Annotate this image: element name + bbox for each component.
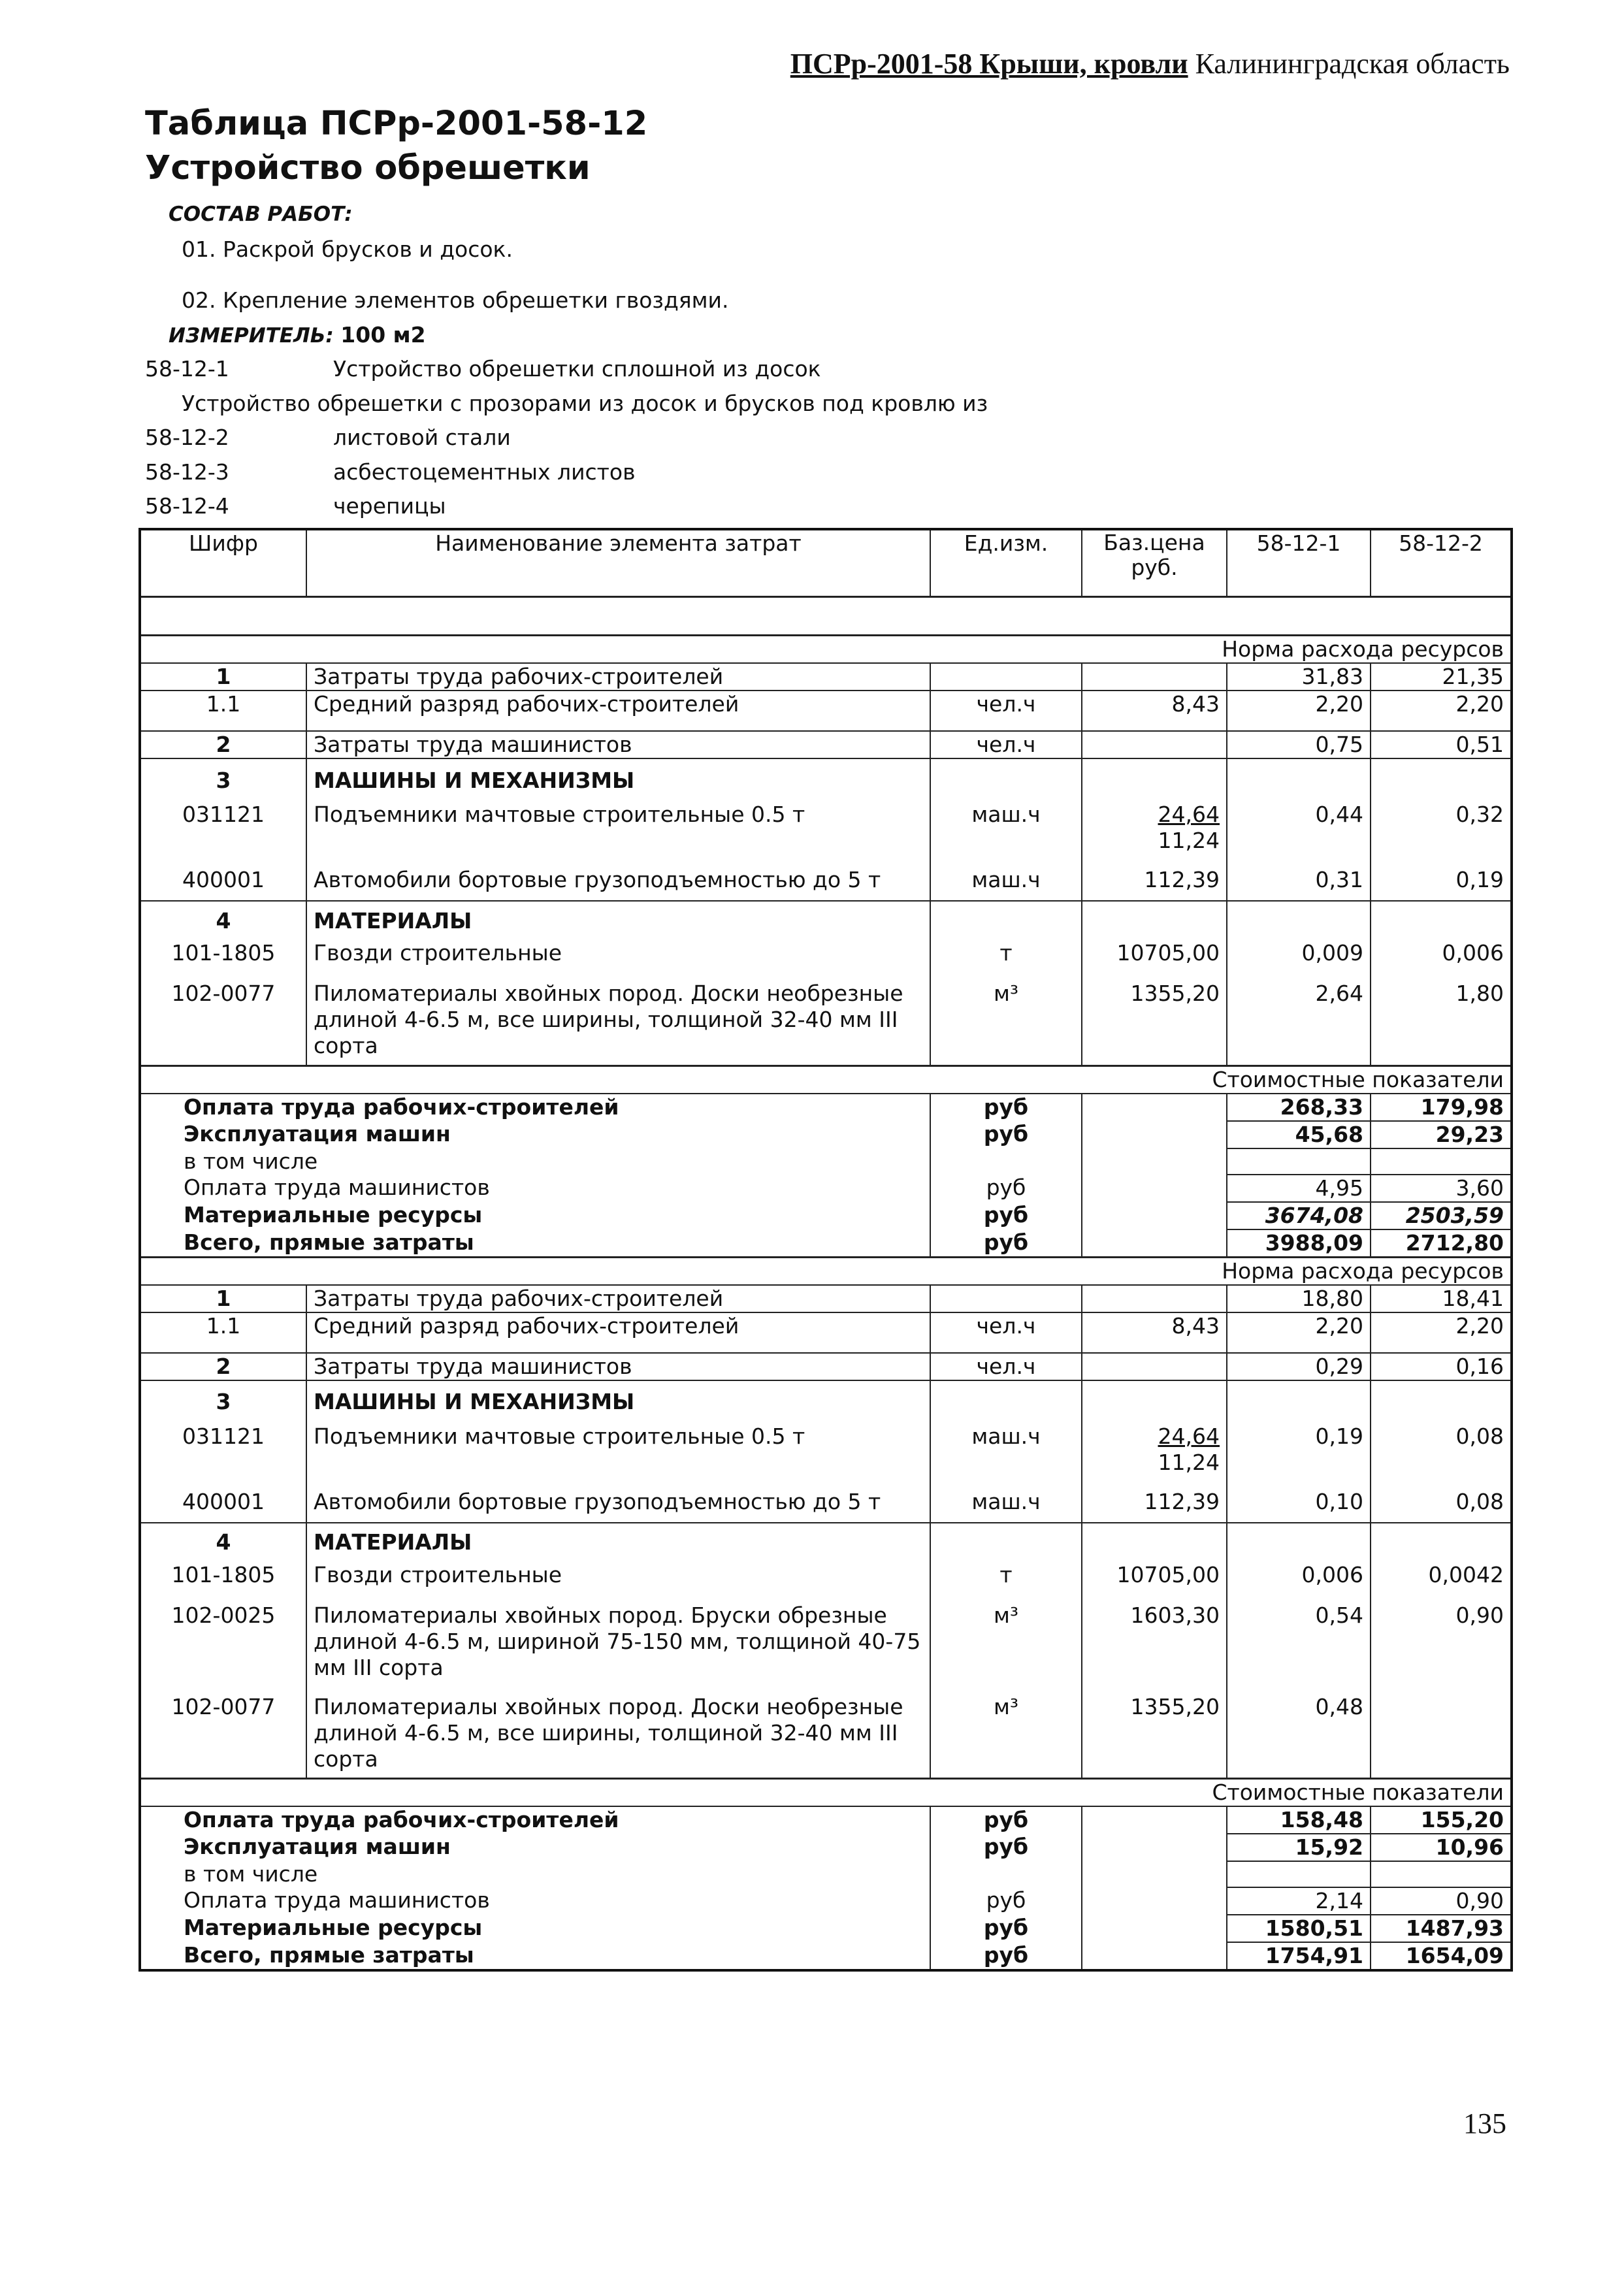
table-row: 2 Затраты труда машинистов чел.ч 0,75 0,51: [140, 731, 1512, 758]
cost-row: Всего, прямые затраты руб 1754,91 1654,09: [140, 1942, 1512, 1970]
header-shifr: Шифр: [140, 529, 306, 597]
header-name: Наименование элемента затрат: [306, 529, 930, 597]
table-row: 3 МАШИНЫ И МЕХАНИЗМЫ: [140, 1380, 1512, 1423]
cost-row: Эксплуатация машин руб 15,92 10,96: [140, 1834, 1512, 1861]
table-row: 031121 Подъемники мачтовые строительные 0.5 т маш.ч 24,64 11,24 0,19 0,08: [140, 1423, 1512, 1489]
header-price: Баз.цена руб.: [1082, 529, 1227, 597]
cost-block-1: [140, 1094, 1512, 1258]
table-row: 1 Затраты труда рабочих-строителей 18,80 18,41: [140, 1285, 1512, 1312]
cost-header-row: Стоимостные показатели: [140, 1779, 1512, 1807]
norm-header-row: Норма расхода ресурсов: [140, 1257, 1512, 1285]
code-desc: листовой стали: [333, 425, 511, 450]
table-subtitle: Устройство обрешетки: [145, 149, 591, 187]
header-col2: 58-12-2: [1371, 529, 1512, 597]
sostav-label: СОСТАВ РАБОТ:: [169, 203, 353, 226]
sostav-item: 01. Раскрой брусков и досок.: [182, 236, 513, 262]
table-row: 3 МАШИНЫ И МЕХАНИЗМЫ: [140, 758, 1512, 802]
code-desc: черепицы: [333, 493, 446, 519]
code-desc: асбестоцементных листов: [333, 459, 636, 485]
table-row: 102-0025 Пиломатериалы хвойных пород. Бруски обрезные длиной 4-6.5 м, шириной 75-150 мм, толщиной 40-75 мм III сорта м³ 1603,30 0,54 0,90: [140, 1602, 1512, 1694]
norm-label: Норма расхода ресурсов: [140, 636, 1512, 664]
table-row: 101-1805 Гвозди строительные т 10705,00 0,006 0,0042: [140, 1562, 1512, 1602]
cost-block-2: [140, 1806, 1512, 1970]
code-item: 58-12-2: [145, 425, 229, 450]
code-desc: Устройство обрешетки сплошной из досок: [333, 356, 821, 382]
cost-row: Материальные ресурсы руб 3674,08 2503,59: [140, 1202, 1512, 1229]
sostav-item: 02. Крепление элементов обрешетки гвоздями.: [182, 287, 729, 313]
table-header-row: [140, 529, 1512, 597]
cost-row: Оплата труда машинистов руб 2,14 0,90: [140, 1887, 1512, 1915]
code-item: 58-12-1: [145, 356, 229, 382]
table-row: 400001 Автомобили бортовые грузоподъемностью до 5 т маш.ч 112,39 0,10 0,08: [140, 1489, 1512, 1523]
table-row: 031121 Подъемники мачтовые строительные 0.5 т маш.ч 24,64 11,24 0,44 0,32: [140, 802, 1512, 867]
table-row: 102-0077 Пиломатериалы хвойных пород. Доски необрезные длиной 4-6.5 м, все ширины, толщиной 32-40 мм III сорта м³ 1355,20 2,64 1,80: [140, 981, 1512, 1065]
code-item: 58-12-3: [145, 459, 229, 485]
header-code: ПСРр-2001-58 Крыши, кровли: [790, 48, 1188, 80]
table-row: 4 МАТЕРИАЛЫ: [140, 901, 1512, 940]
cost-row: Оплата труда рабочих-строителей руб 158,48 155,20: [140, 1806, 1512, 1834]
table-row: 102-0077 Пиломатериалы хвойных пород. Доски необрезные длиной 4-6.5 м, все ширины, толщиной 32-40 мм III сорта м³ 1355,20 0,48: [140, 1694, 1512, 1779]
cost-header-row: Стоимостные показатели: [140, 1065, 1512, 1094]
header-col1: 58-12-1: [1227, 529, 1371, 597]
izmer-value: 100 м2: [340, 322, 426, 348]
table-row: 1.1 Средний разряд рабочих-строителей чел.ч 8,43 2,20 2,20: [140, 691, 1512, 731]
code-desc: Устройство обрешетки с прозорами из досок и брусков под кровлю из: [182, 391, 988, 416]
cost-row: Оплата труда рабочих-строителей руб 268,33 179,98: [140, 1094, 1512, 1121]
table-title: Таблица ПСРр-2001-58-12: [145, 105, 648, 143]
code-item: 58-12-4: [145, 493, 229, 519]
header-unit: Ед.изм.: [930, 529, 1082, 597]
cost-row: в том числе: [140, 1861, 1512, 1887]
table-row: 400001 Автомобили бортовые грузоподъемностью до 5 т маш.ч 112,39 0,31 0,19: [140, 867, 1512, 901]
norm-header-row: [140, 636, 1512, 664]
table-row: 101-1805 Гвозди строительные т 10705,00 0,009 0,006: [140, 940, 1512, 981]
header-region: Калининградская область: [1195, 48, 1510, 80]
izmer-label: ИЗМЕРИТЕЛЬ:: [169, 324, 334, 348]
table-row: 2 Затраты труда машинистов чел.ч 0,29 0,16: [140, 1353, 1512, 1380]
cost-row: Всего, прямые затраты руб 3988,09 2712,80: [140, 1229, 1512, 1258]
table-row: 1.1 Средний разряд рабочих-строителей чел.ч 8,43 2,20 2,20: [140, 1312, 1512, 1353]
table-row: 4 МАТЕРИАЛЫ: [140, 1523, 1512, 1562]
cost-row: Эксплуатация машин руб 45,68 29,23: [140, 1121, 1512, 1148]
cost-row: Оплата труда машинистов руб 4,95 3,60: [140, 1175, 1512, 1202]
page-number: 135: [1463, 2107, 1506, 2139]
cost-row: Материальные ресурсы руб 1580,51 1487,93: [140, 1915, 1512, 1942]
table-row: 1 Затраты труда рабочих-строителей 31,83 21,35: [140, 663, 1512, 691]
resource-table: [138, 528, 1513, 1972]
cost-row: в том числе: [140, 1148, 1512, 1175]
running-header: [790, 47, 1510, 80]
